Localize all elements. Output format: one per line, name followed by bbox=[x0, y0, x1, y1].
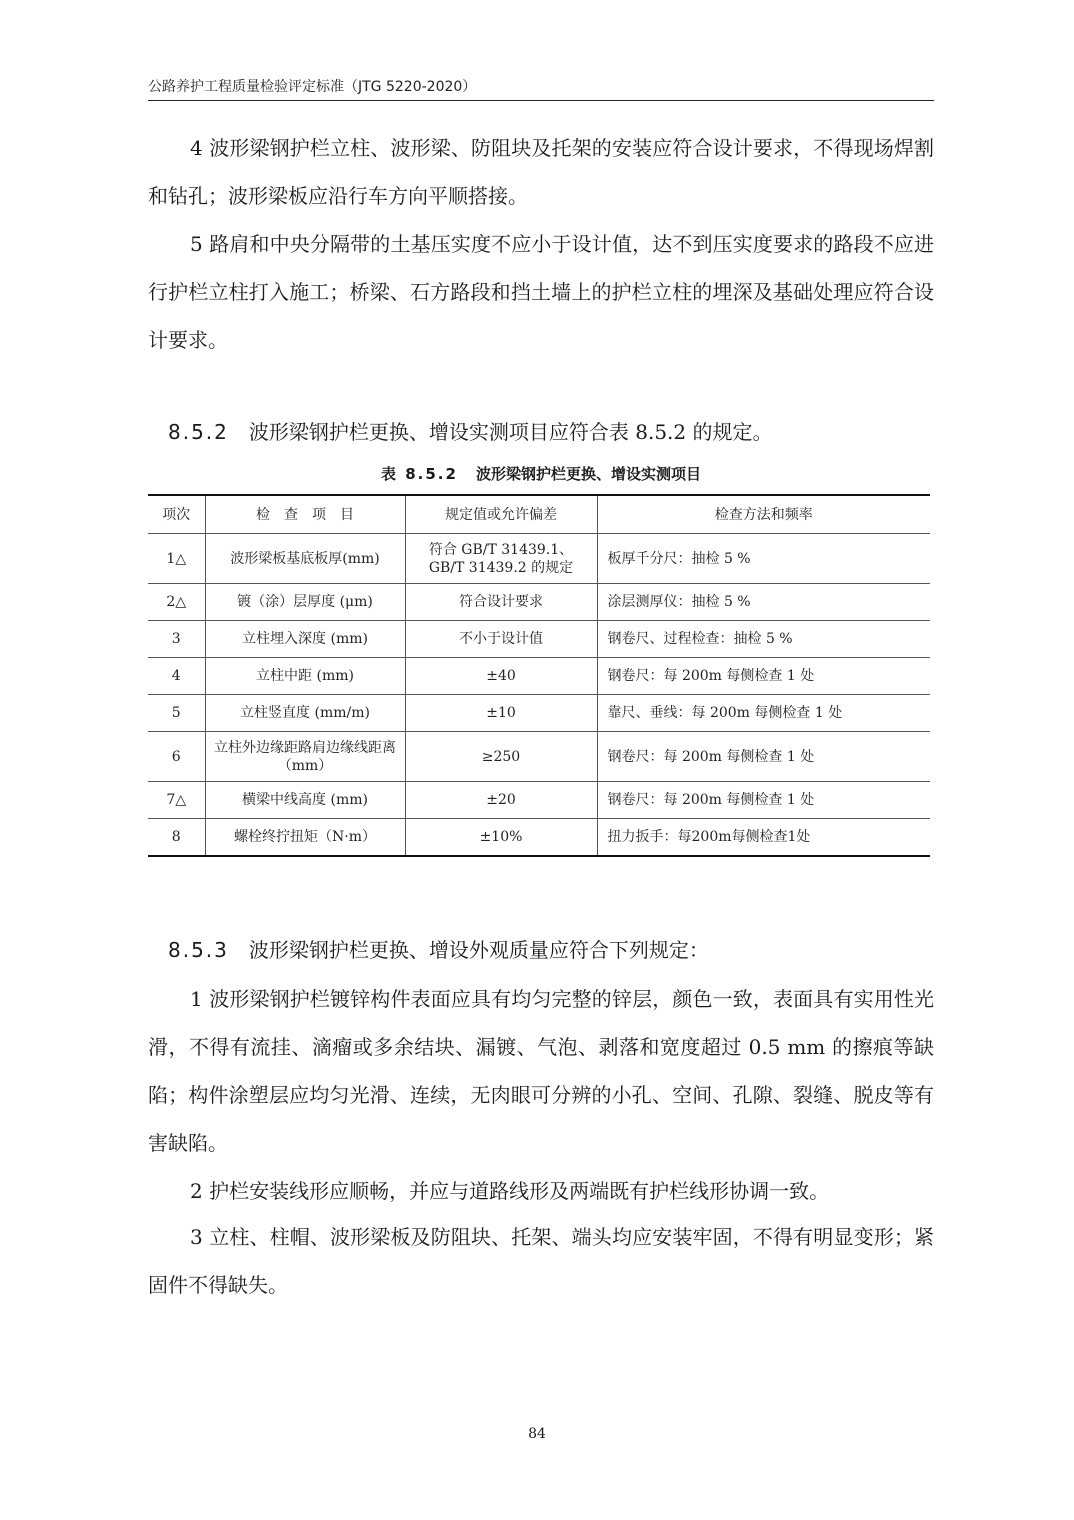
cell-value: ±20 bbox=[405, 782, 597, 819]
cell-method: 钢卷尺：每 200m 每侧检查 1 处 bbox=[597, 782, 930, 819]
cell-no: 1△ bbox=[148, 534, 205, 584]
section-8-5-3-text: 波形梁钢护栏更换、增设外观质量应符合下列规定： bbox=[248, 938, 709, 962]
table-row bbox=[148, 732, 930, 782]
table-row bbox=[148, 782, 930, 819]
header-item: 检 查 项 目 bbox=[205, 495, 405, 534]
cell-value: ±10 bbox=[405, 695, 597, 732]
cell-method: 靠尺、垂线：每 200m 每侧检查 1 处 bbox=[597, 695, 930, 732]
cell-item: 立柱埋入深度 (mm) bbox=[205, 621, 405, 658]
cell-item: 螺栓终拧扭矩（N·m） bbox=[205, 819, 405, 857]
cell-method: 钢卷尺：每 200m 每侧检查 1 处 bbox=[597, 732, 930, 782]
section-8-5-2-text: 波形梁钢护栏更换、增设实测项目应符合表 8.5.2 的规定。 bbox=[248, 420, 773, 444]
cell-item: 镀（涂）层厚度 (μm) bbox=[205, 584, 405, 621]
cell-no: 5 bbox=[148, 695, 205, 732]
cell-value: 符合设计要求 bbox=[405, 584, 597, 621]
cell-method: 涂层测厚仪：抽检 5 % bbox=[597, 584, 930, 621]
table-caption bbox=[148, 462, 934, 486]
cell-method: 板厚千分尺：抽检 5 % bbox=[597, 534, 930, 584]
header-value: 规定值或允许偏差 bbox=[405, 495, 597, 534]
running-header bbox=[148, 78, 934, 101]
cell-no: 8 bbox=[148, 819, 205, 857]
appearance-item-2: 2 护栏安装线形应顺畅，并应与道路线形及两端既有护栏线形协调一致。 bbox=[190, 1179, 830, 1203]
clause-5-paragraph: 5 路肩和中央分隔带的土基压实度不应小于设计值，达不到压实度要求的路段不应进行护栏立柱打入施工；桥梁、石方路段和挡土墙上的护栏立柱的埋深及基础处理应符合设计要求。 bbox=[148, 232, 934, 352]
cell-no: 3 bbox=[148, 621, 205, 658]
cell-no: 6 bbox=[148, 732, 205, 782]
cell-value: 不小于设计值 bbox=[405, 621, 597, 658]
cell-value: ≥250 bbox=[405, 732, 597, 782]
cell-value: ±10% bbox=[405, 819, 597, 857]
table-row bbox=[148, 534, 930, 584]
table-row bbox=[148, 658, 930, 695]
cell-method: 扭力扳手：每200m每侧检查1处 bbox=[597, 819, 930, 857]
inspection-items-table bbox=[148, 494, 930, 857]
table-header-row bbox=[148, 495, 930, 534]
table-row bbox=[148, 584, 930, 621]
table-row bbox=[148, 621, 930, 658]
clause-4-paragraph: 4 波形梁钢护栏立柱、波形梁、防阻块及托架的安装应符合设计要求，不得现场焊割和钻孔；波形梁板应沿行车方向平顺搭接。 bbox=[148, 136, 934, 208]
cell-method: 钢卷尺：每 200m 每侧检查 1 处 bbox=[597, 658, 930, 695]
running-header-title: 公路养护工程质量检验评定标准（JTG 5220-2020） bbox=[148, 79, 477, 95]
header-method: 检查方法和频率 bbox=[597, 495, 930, 534]
appearance-item-3: 3 立柱、柱帽、波形梁板及防阻块、托架、端头均应安装牢固，不得有明显变形；紧固件不得缺失。 bbox=[148, 1225, 934, 1297]
cell-item: 立柱中距 (mm) bbox=[205, 658, 405, 695]
cell-item: 立柱外边缘距路肩边缘线距离（mm） bbox=[205, 732, 405, 782]
table-caption-number: 表 8.5.2 bbox=[381, 465, 458, 483]
cell-no: 7△ bbox=[148, 782, 205, 819]
section-8-5-3 bbox=[168, 936, 934, 964]
appearance-item-1: 1 波形梁钢护栏镀锌构件表面应具有均匀完整的锌层，颜色一致，表面具有实用性光滑，不得有流挂、滴瘤或多余结块、漏镀、气泡、剥落和宽度超过 0.5 mm 的擦痕等缺陷；构件涂塑层应均匀光滑、连续，无肉眼可分辨的小孔、空间、孔隙、裂缝、脱皮等有害缺陷。 bbox=[148, 987, 934, 1155]
cell-no: 4 bbox=[148, 658, 205, 695]
cell-item: 波形梁板基底板厚(mm) bbox=[205, 534, 405, 584]
cell-item: 横梁中线高度 (mm) bbox=[205, 782, 405, 819]
cell-item: 立柱竖直度 (mm/m) bbox=[205, 695, 405, 732]
cell-method: 钢卷尺、过程检查：抽检 5 % bbox=[597, 621, 930, 658]
header-no: 项次 bbox=[148, 495, 205, 534]
page-number: 84 bbox=[528, 1426, 546, 1442]
section-8-5-3-number: 8.5.3 bbox=[168, 938, 229, 962]
section-8-5-2-number: 8.5.2 bbox=[168, 420, 229, 444]
table-row bbox=[148, 819, 930, 857]
cell-no: 2△ bbox=[148, 584, 205, 621]
cell-value: ±40 bbox=[405, 658, 597, 695]
table-row bbox=[148, 695, 930, 732]
cell-value: 符合 GB/T 31439.1、GB/T 31439.2 的规定 bbox=[405, 534, 597, 584]
table-caption-text: 波形梁钢护栏更换、增设实测项目 bbox=[475, 465, 701, 483]
section-8-5-2 bbox=[168, 418, 934, 446]
